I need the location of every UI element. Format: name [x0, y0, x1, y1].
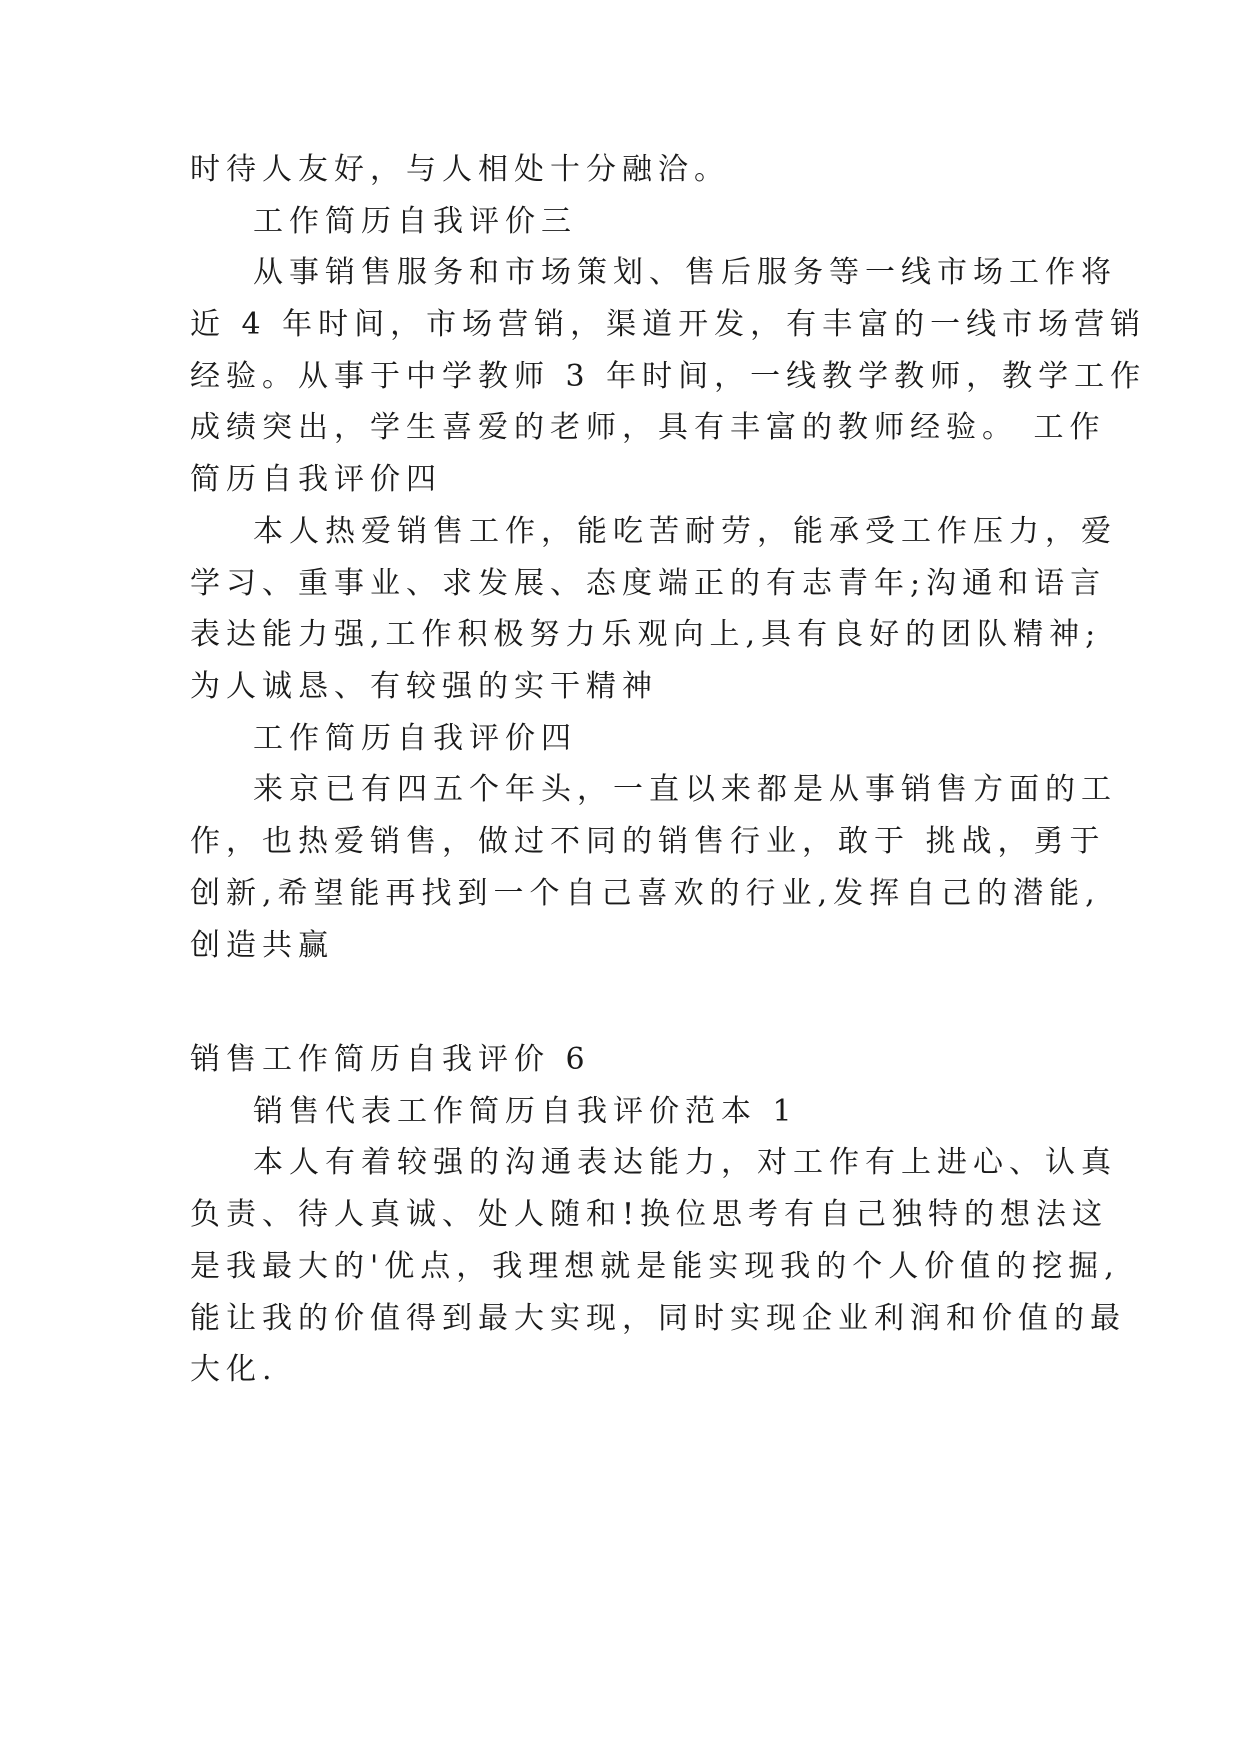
section-heading: 工作简历自我评价四	[253, 721, 577, 756]
section-heading: 工作简历自我评价三	[253, 204, 577, 239]
text-line: 时待人友好，与人相处十分融洽。	[190, 152, 730, 187]
text-line: 近 4 年时间，市场营销，渠道开发，有丰富的一线市场营销	[190, 307, 1147, 342]
document-heading: 销售工作简历自我评价 6	[190, 1042, 591, 1077]
text-line: 为人诚恳、有较强的实干精神	[190, 669, 658, 704]
section-heading: 销售代表工作简历自我评价范本 1	[253, 1094, 798, 1129]
text-line: 本人热爱销售工作，能吃苦耐劳，能承受工作压力，爱	[253, 514, 1117, 549]
text-line: 作，也热爱销售，做过不同的销售行业，敢于 挑战，勇于	[190, 824, 1106, 859]
text-line: 学习、重事业、求发展、态度端正的有志青年;沟通和语言	[190, 566, 1107, 601]
text-line: 简历自我评价四	[190, 462, 442, 497]
text-line: 负责、待人真诚、处人随和!换位思考有自己独特的想法这	[190, 1197, 1109, 1232]
text-line: 本人有着较强的沟通表达能力，对工作有上进心、认真	[253, 1145, 1117, 1180]
text-line: 表达能力强,工作积极努力乐观向上,具有良好的团队精神;	[190, 617, 1102, 652]
text-line: 是我最大的'优点，我理想就是能实现我的个人价值的挖掘,	[190, 1249, 1120, 1284]
text-line: 来京已有四五个年头，一直以来都是从事销售方面的工	[253, 772, 1117, 807]
text-line: 大化.	[190, 1352, 278, 1387]
text-line: 从事销售服务和市场策划、售后服务等一线市场工作将	[253, 255, 1117, 290]
text-line: 创新,希望能再找到一个自己喜欢的行业,发挥自己的潜能,	[190, 876, 1101, 911]
text-line: 能让我的价值得到最大实现，同时实现企业利润和价值的最	[190, 1301, 1126, 1336]
text-line: 经验。从事于中学教师 3 年时间，一线教学教师，教学工作	[190, 359, 1147, 394]
text-line: 成绩突出，学生喜爱的老师，具有丰富的教师经验。 工作	[190, 410, 1106, 445]
text-line: 创造共赢	[190, 928, 334, 963]
